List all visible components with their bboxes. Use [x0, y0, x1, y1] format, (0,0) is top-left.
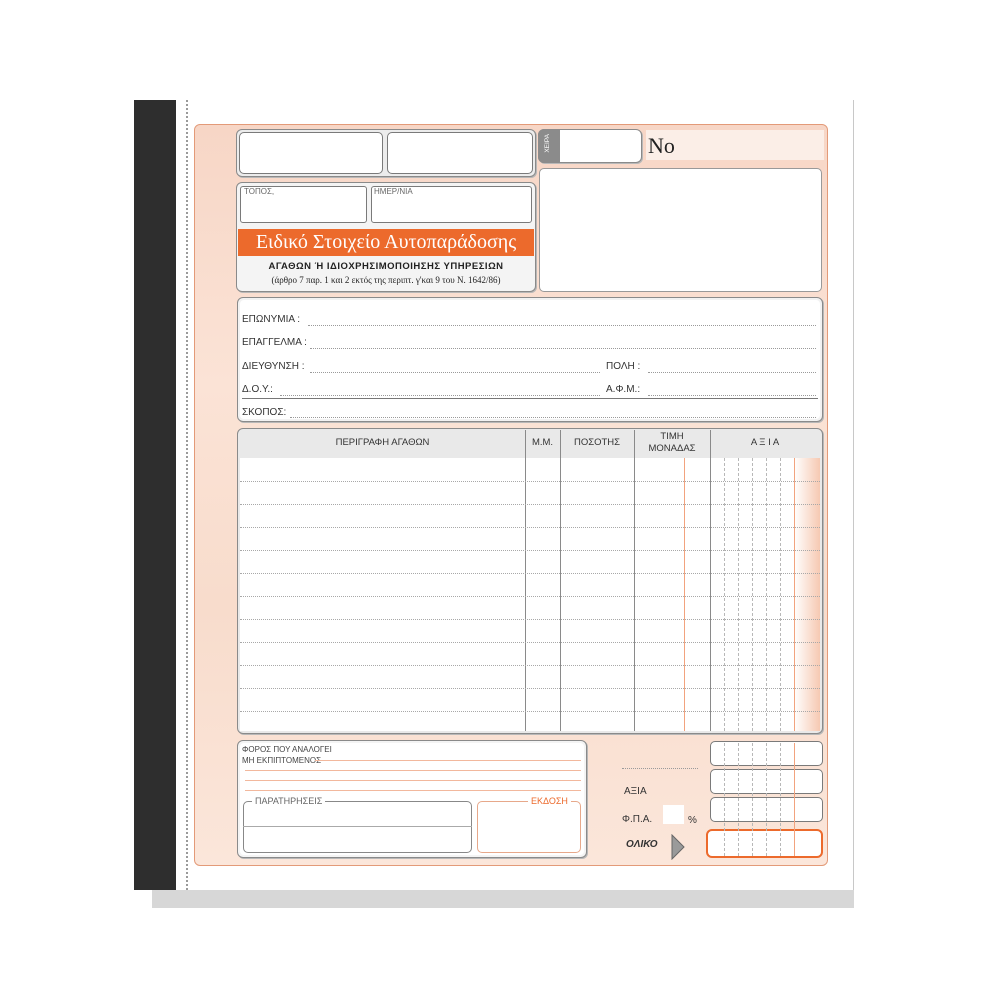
- value-divider-3: [752, 458, 753, 731]
- axia-label: ΑΞΙΑ: [624, 786, 647, 797]
- items-table-body[interactable]: [240, 458, 820, 731]
- total-divider: [738, 743, 739, 856]
- total-arrow-icon: [671, 834, 685, 865]
- binding-spine: [134, 100, 176, 890]
- value-divider-1: [724, 458, 725, 731]
- col-header-quantity: ΠΟΣΟΤΗΣ: [573, 437, 621, 448]
- value-decimal-divider: [794, 458, 795, 731]
- table-row: [240, 527, 820, 528]
- issue-field[interactable]: [477, 801, 581, 853]
- value-shade: [794, 458, 820, 731]
- col-divider-price: [634, 430, 635, 731]
- fpa-label: Φ.Π.Α.: [622, 814, 653, 825]
- col-header-mm: Μ.Μ.: [531, 437, 554, 448]
- value-divider-5: [780, 458, 781, 731]
- issuer-stamp-box[interactable]: [539, 168, 822, 292]
- skopos-label: ΣΚΟΠΟΣ:: [242, 407, 287, 418]
- table-row: [240, 688, 820, 689]
- totals-blank-line[interactable]: [622, 768, 698, 769]
- doy-label: Δ.Ο.Υ.:: [242, 384, 273, 395]
- table-row: [240, 481, 820, 482]
- col-header-unit-price-2: ΜΟΝΑΔΑΣ: [648, 443, 696, 454]
- epaggelma-label: ΕΠΑΓΓΕΛΜΑ :: [242, 337, 307, 348]
- skopos-field[interactable]: [290, 417, 816, 418]
- col-divider-quantity: [560, 430, 561, 731]
- tax-line[interactable]: [245, 780, 581, 781]
- table-row: [240, 504, 820, 505]
- col-header-unit-price-1: ΤΙΜΗ: [660, 431, 684, 442]
- date-label: ΗΜΕΡ/ΝΙΑ: [374, 187, 413, 196]
- header-field-left[interactable]: [239, 132, 383, 174]
- table-row: [240, 573, 820, 574]
- table-row: [240, 642, 820, 643]
- issue-label: ΕΚΔΟΣΗ: [528, 796, 571, 806]
- col-divider-mm: [525, 430, 526, 731]
- table-row: [240, 711, 820, 712]
- afm-field[interactable]: [648, 395, 816, 396]
- total-decimal-divider: [794, 743, 795, 856]
- oliko-label: ΟΛΙΚΟ: [626, 839, 658, 850]
- total-divider: [724, 743, 725, 856]
- customer-fields: [240, 300, 820, 419]
- remarks-label: ΠΑΡΑΤΗΡΗΣΕΙΣ: [252, 796, 325, 806]
- value-divider-2: [738, 458, 739, 731]
- remarks-line: [243, 826, 472, 827]
- total-divider: [766, 743, 767, 856]
- tax-label-1: ΦΟΡΟΣ ΠΟΥ ΑΝΑΛΟΓΕΙ: [242, 745, 332, 754]
- dieythynsi-label: ΔΙΕΥΘΥΝΣΗ :: [242, 361, 305, 372]
- number-label: No: [648, 133, 675, 158]
- table-row: [240, 596, 820, 597]
- table-row: [240, 665, 820, 666]
- legal-reference: (άρθρο 7 παρ. 1 και 2 εκτός της περιπτ. γ'και 9 του Ν. 1642/86): [271, 275, 501, 285]
- table-row: [240, 550, 820, 551]
- afm-label: Α.Φ.Μ.:: [606, 384, 641, 395]
- customer-separator: [242, 398, 818, 399]
- tax-line[interactable]: [245, 790, 581, 791]
- eponymia-label: ΕΠΩΝΥΜΙΑ :: [242, 314, 301, 325]
- fpa-rate-field[interactable]: [663, 805, 684, 824]
- col-divider-value: [710, 430, 711, 731]
- topos-label: ΤΟΠΟΣ,: [244, 187, 275, 196]
- dieythynsi-field[interactable]: [310, 372, 600, 373]
- total-divider: [752, 743, 753, 856]
- epaggelma-field[interactable]: [310, 348, 816, 349]
- perforation-line: [186, 100, 188, 890]
- poli-field[interactable]: [648, 372, 816, 373]
- eponymia-field[interactable]: [308, 325, 816, 326]
- doy-field[interactable]: [280, 395, 600, 396]
- value-divider-4: [766, 458, 767, 731]
- total-divider: [780, 743, 781, 856]
- percent-sign: %: [688, 815, 697, 826]
- table-row: [240, 619, 820, 620]
- tax-line[interactable]: [315, 760, 581, 761]
- document-subtitle: ΑΓΑΘΩΝ Ή ΙΔΙΟΧΡΗΣΙΜΟΠΟΙΗΣΗΣ ΥΠΗΡΕΣΙΩΝ: [268, 261, 504, 272]
- poli-label: ΠΟΛΗ :: [606, 361, 641, 372]
- remarks-field[interactable]: [243, 801, 472, 853]
- xeira-label: ΧΕΙΡΑ: [544, 134, 551, 153]
- col-header-description: ΠΕΡΙΓΡΑΦΗ ΑΓΑΘΩΝ: [335, 437, 430, 448]
- header-field-right[interactable]: [387, 132, 533, 174]
- col-header-value: Α Ξ Ι Α: [750, 437, 780, 448]
- price-decimal-divider: [684, 458, 685, 731]
- document-title: Ειδικό Στοιχείο Αυτοπαράδοσης: [238, 229, 534, 256]
- tax-label-2: ΜΗ ΕΚΠΙΠΤΟΜΕΝΟΣ: [242, 756, 322, 765]
- tax-line[interactable]: [245, 770, 581, 771]
